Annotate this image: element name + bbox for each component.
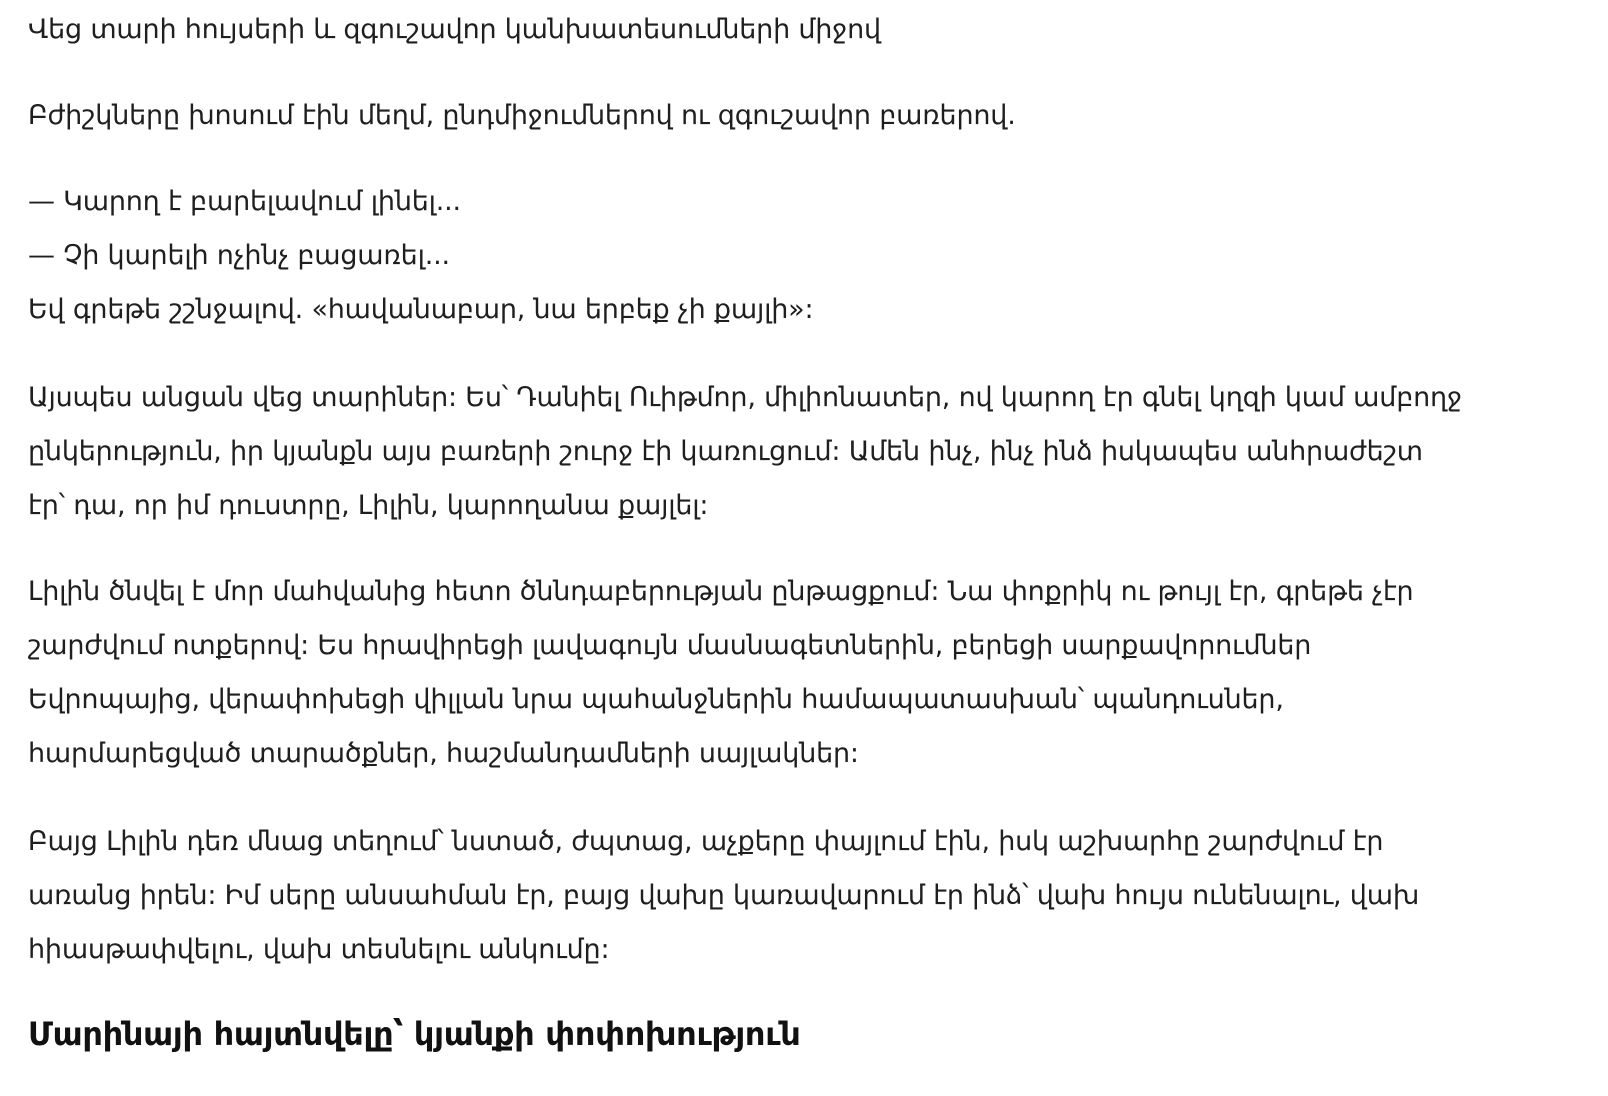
article-line: Եվ գրեթե շշնջալով. «հավանաբար, նա երբեք չի քայլի»:: [28, 294, 814, 325]
article-line: Բժիշկները խոսում էին մեղմ, ընդմիջումներով ու զգուշավոր բառերով.: [28, 100, 1016, 131]
article-line: հարմարեցված տարածքներ, հաշմանդամների սայլակներ:: [28, 738, 859, 769]
article-line: Լիլին ծնվել է մոր մահվանից հետո ծննդաբերության ընթացքում: Նա փոքրիկ ու թույլ էր, գրեթե չէր: [28, 576, 1414, 607]
article-line: Բայց Լիլին դեռ մնաց տեղում՝ նստած, ժպտաց, աչքերը փայլում էին, իսկ աշխարհը շարժվում էր: [28, 826, 1384, 857]
article-line: Եվրոպայից, վերափոխեցի վիլլան նրա պահանջներին համապատասխան՝ պանդուսներ,: [28, 684, 1284, 715]
article-line: Վեց տարի հույսերի և զգուշավոր կանխատեսումների միջով: [28, 14, 881, 45]
article-line: առանց իրեն: Իմ սերը անսահման էր, բայց վախը կառավարում էր ինձ՝ վախ հույս ունենալու, վախ: [28, 880, 1420, 911]
dialogue-line: — Չի կարելի ոչինչ բացառել...: [28, 240, 450, 271]
section-heading: Մարինայի հայտնվելը՝ կյանքի փոփոխություն: [28, 1015, 801, 1053]
dialogue-line: — Կարող է բարելավում լինել...: [28, 186, 461, 217]
article-line: էր՝ դա, որ իմ դուստրը, Լիլին, կարողանա քայլել:: [28, 490, 709, 521]
article-line: ընկերություն, իր կյանքն այս բառերի շուրջ էի կառուցում: Ամեն ինչ, ինչ ինձ իսկապես անհրաժեշտ: [28, 436, 1423, 467]
article-line: Այսպես անցան վեց տարիներ: Ես՝ Դանիել Ուիթմոր, միլիոնատեր, ով կարող էր գնել կղզի կամ ամբողջ: [28, 382, 1462, 413]
article-line: շարժվում ոտքերով: Ես հրավիրեցի լավագույն մասնագետներին, բերեցի սարքավորումներ: [28, 630, 1312, 661]
article-line: հիասթափվելու, վախ տեսնելու անկումը:: [28, 934, 610, 965]
